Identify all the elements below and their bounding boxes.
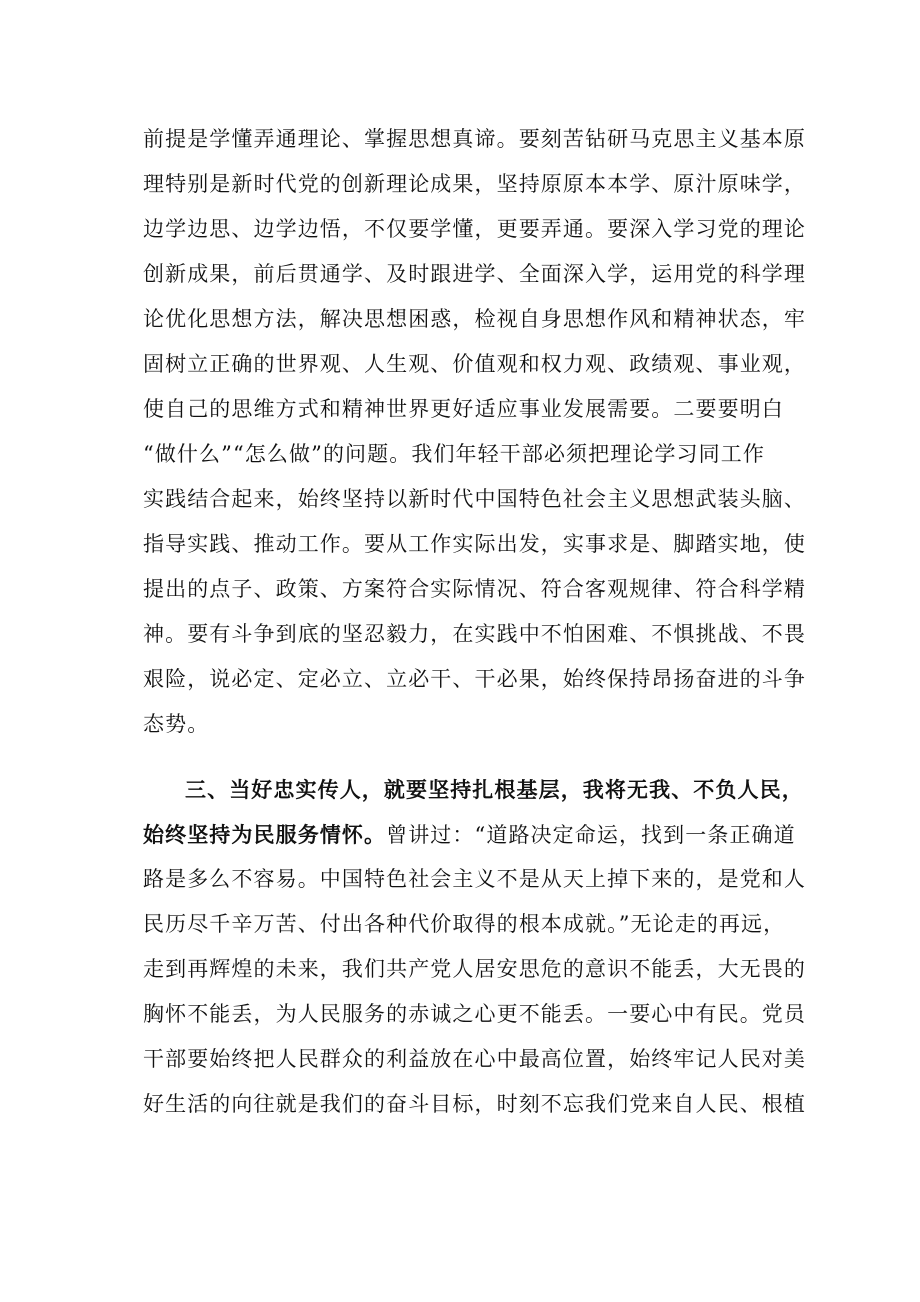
document-body (143, 117, 806, 1127)
text-line: 实践结合起来，始终坚持以新时代中国特色社会主义思想武装头脑、 (143, 487, 806, 511)
text-line: 态势。 (143, 712, 210, 736)
text-line: 创新成果，前后贯通学、及时跟进学、全面深入学，运用党的科学理 (143, 262, 806, 286)
paragraph-2 (143, 767, 806, 1127)
text-line: 民历尽千辛万苦、付出各种代价取得的根本成就。”无论走的再远， (143, 912, 786, 936)
text-line: 干部要始终把人民群众的利益放在心中最高位置，始终牢记人民对美 (143, 1047, 806, 1071)
text-segment: 曾讲过：“道路决定命运，找到一条正确道 (386, 823, 796, 847)
paragraph-gap (143, 747, 783, 767)
text-line: 前提是学懂弄通理论、掌握思想真谛。要刻苦钻研马克思主义基本原 (143, 127, 806, 151)
text-line (143, 812, 796, 857)
text-line: 路是多么不容易。中国特色社会主义不是从天上掉下来的，是党和人 (143, 867, 806, 891)
text-line: 提出的点子、政策、方案符合实际情况、符合客观规律、符合科学精 (143, 577, 806, 601)
text-line: 指导实践、推动工作。要从工作实际出发，实事求是、脚踏实地，使 (143, 532, 806, 556)
text-line: 胸怀不能丢，为人民服务的赤诚之心更不能丢。一要心中有民。党员 (143, 1002, 806, 1026)
section-heading-tail: 始终坚持为民服务情怀。 (143, 822, 387, 847)
text-line: 神。要有斗争到底的坚忍毅力，在实践中不怕困难、不惧挑战、不畏 (143, 622, 806, 646)
text-line: 边学边思、边学边悟，不仅要学懂，更要弄通。要深入学习党的理论 (143, 217, 806, 241)
paragraph-1 (143, 117, 806, 747)
text-line: 论优化思想方法，解决思想困惑，检视自身思想作风和精神状态，牢 (143, 307, 806, 331)
section-heading-line: 三、当好忠实传人，就要坚持扎根基层，我将无我、不负人民， (185, 777, 804, 802)
text-line: 走到再辉煌的未来，我们共产党人居安思危的意识不能丢，大无畏的 (143, 957, 806, 981)
text-line: 固树立正确的世界观、人生观、价值观和权力观、政绩观、事业观， (143, 352, 806, 376)
text-line: “做什么”“怎么做”的问题。我们年轻干部必须把理论学习同工作 (143, 442, 765, 466)
text-line: 艰险，说必定、定必立、立必干、干必果，始终保持昂扬奋进的斗争 (143, 667, 806, 691)
text-line: 理特别是新时代党的创新理论成果，坚持原原本本学、原汁原味学， (143, 172, 806, 196)
text-line: 使自己的思维方式和精神世界更好适应事业发展需要。二要要明白 (143, 397, 784, 421)
text-line: 好生活的向往就是我们的奋斗目标，时刻不忘我们党来自人民、根植 (143, 1092, 806, 1116)
